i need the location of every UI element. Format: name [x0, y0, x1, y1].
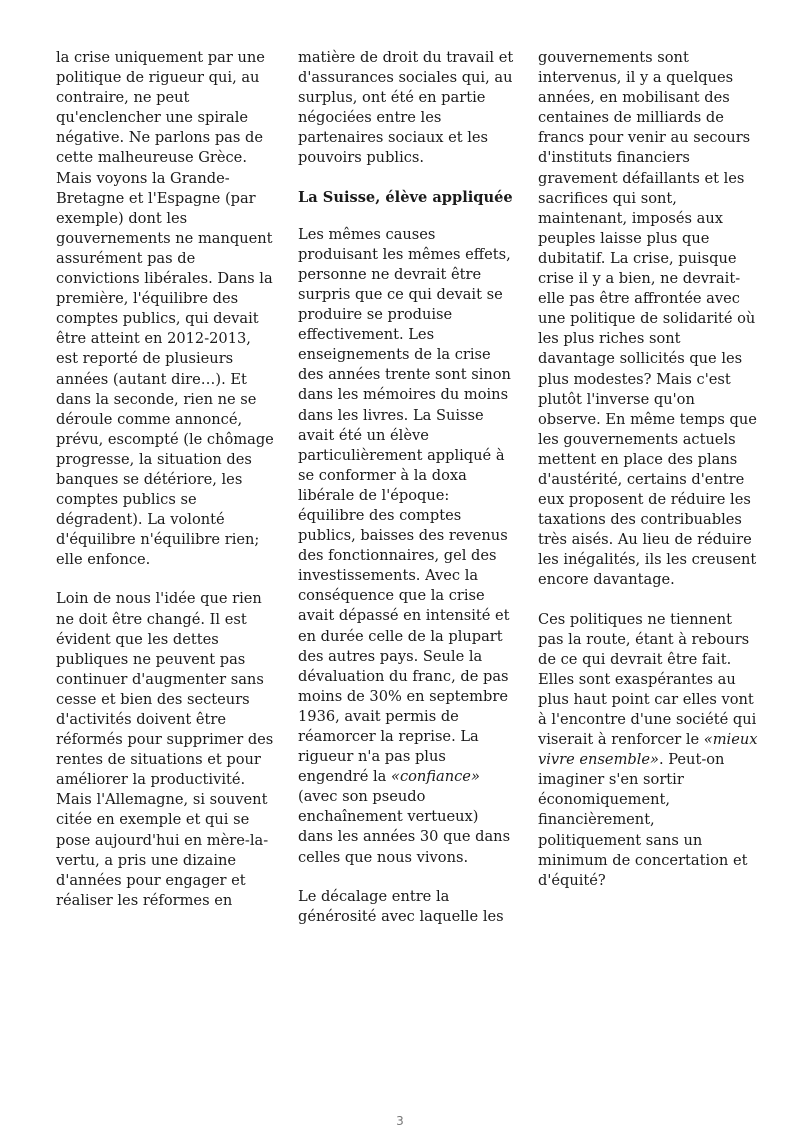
paragraph: gouvernements sont intervenus, il y a quelques années, en mobilisant des centaines de milliards de francs pour venir au secours d'instituts financiers gravement défaillants et les sacrifices qui sont, maintenant, imposés aux peuples laisse plus que dubitatif. La crise, puisque crise il y a bien, ne devrait-elle pas être affrontée avec une politique de solidarité où les plus riches sont davantage sollicités que les plus modestes? Mais c'est plutôt l'inverse qu'on observe. En même temps que les gouvernements actuels mettent en place des plans d'austérité, certains d'entre eux proposent de réduire les taxations des contribuables très aisés. Au lieu de réduire les inégalités, ils les creusent encore davantage. — [538, 49, 757, 589]
paragraph: Loin de nous l'idée que rien ne doit être changé. Il est évident que les dettes publiques ne peuvent pas continuer d'augmenter sans cesse et bien des secteurs d'activités doivent être réformés pour supprimer des rentes de situations et pour améliorer la productivité. Mais l'Allemagne, si souvent citée en exemple et qui se pose aujourd'hui en mère-la-vertu, a pris une dizaine d'années pour engager et réaliser les réformes en — [56, 590, 274, 909]
text-column-3 — [538, 48, 760, 910]
page-number: 3 — [396, 1114, 404, 1128]
text-run: . Peut-on imaginer s'en sortir économiquement, financièrement, politiquement sans un minimum de concertation et d'équité? — [538, 751, 748, 889]
text-run: (avec son pseudo enchaînement vertueux) dans les années 30 que dans celles que nous vivons. — [298, 788, 511, 866]
quoted-phrase: «confiance» — [391, 768, 480, 786]
paragraph — [538, 610, 760, 891]
paragraph: matière de droit du travail et d'assurances sociales qui, au surplus, ont été en partie négociées entre les partenaires sociaux et les pouvoirs publics. — [298, 49, 514, 167]
text-column-1 — [56, 48, 274, 930]
section-heading: La Suisse, élève appliquée — [298, 188, 513, 206]
text-column-2 — [298, 48, 516, 946]
paragraph — [298, 225, 516, 868]
paragraph: la crise uniquement par une politique de rigueur qui, au contraire, ne peut qu'enclencher une spirale négative. Ne parlons pas de cette malheureuse Grèce. Mais voyons la Grande-Bretagne et l'Espagne (par exemple) dont les gouvernements ne manquent assurément pas de convictions libérales. Dans la première, l'équilibre des comptes publics, qui devait être atteint en 2012-2013, est reporté de plusieurs années (autant dire…). Et dans la seconde, rien ne se déroule comme annoncé, prévu, escompté (le chômage progresse, la situation des banques se détériore, les comptes publics se dégradent). La volonté d'équilibre n'équilibre rien; elle enfonce. — [56, 49, 274, 569]
quoted-phrase: «mieux vivre ensemble» — [538, 731, 758, 769]
paragraph: Le décalage entre la générosité avec laquelle les — [298, 887, 504, 925]
text-run: Les mêmes causes produisant les mêmes effets, personne ne devrait être surpris que ce qui devait se produire se produise effectivement. Les enseignements de la crise des années trente sont sinon dans les mémoires du moins dans les livres. La Suisse avait été un élève particulièrement appliqué à se conformer à la doxa libérale de l'époque: équilibre des comptes publics, baisses des revenus des fonctionnaires, gel des investissements. Avec la conséquence que la crise avait dépassé en intensité et en durée celle de la plupart des autres pays. Seule la dévaluation du franc, de pas moins de 30% en septembre 1936, avait permis de réamorcer la reprise. La rigueur n'a pas plus engendré la — [298, 225, 511, 786]
text-run: Ces politiques ne tiennent pas la route, étant à rebours de ce qui devrait être fait. Elles sont exaspérantes au plus haut point car elles vont à l'encontre d'une société qui viserait à renforcer le — [538, 610, 757, 749]
